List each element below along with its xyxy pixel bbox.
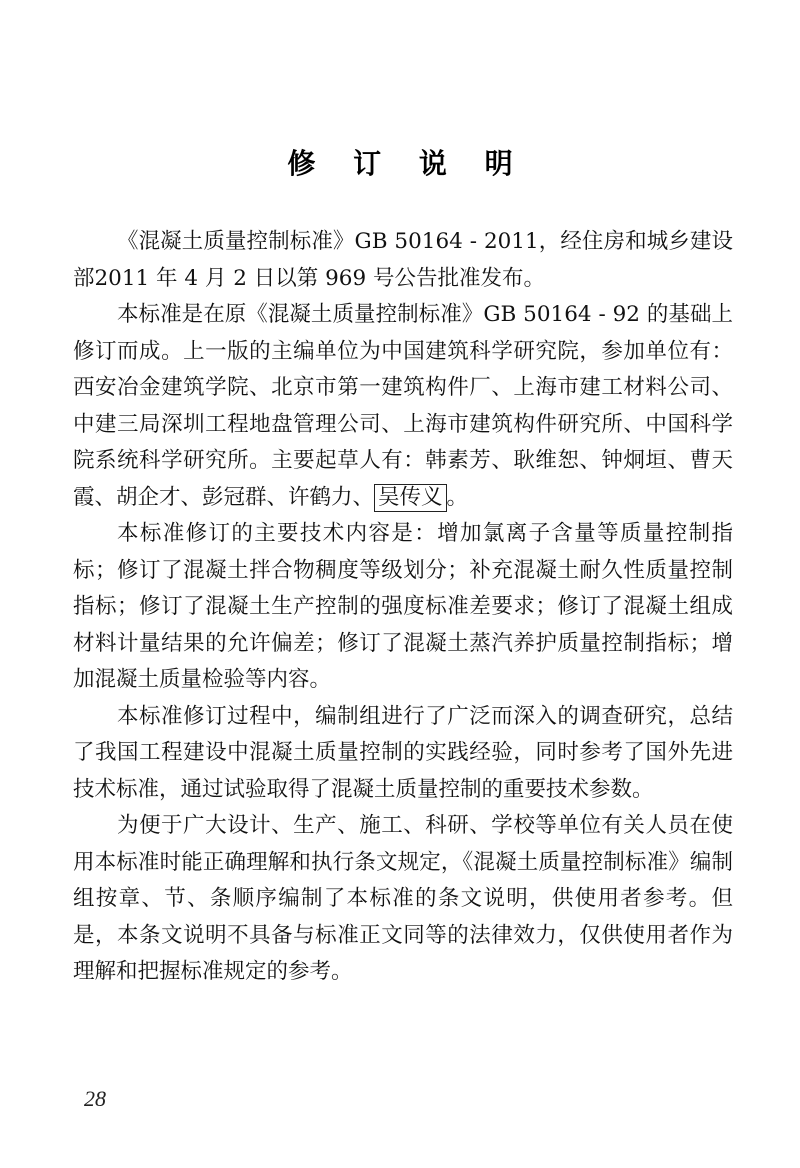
body-text [73,224,733,991]
paragraph-revisions: 本标准修订的主要技术内容是：增加氯离子含量等质量控制指标；修订了混凝土拌合物稠度等级划分；补充混凝土耐久性质量控制指标；修订了混凝土生产控制的强度标准差要求；修订了混凝土组成材料计量结果的允许偏差；修订了混凝土蒸汽养护质量控制指标；增加混凝土质量检验等内容。 [73,521,733,692]
paragraph-process: 本标准修订过程中，编制组进行了广泛而深入的调查研究，总结了我国工程建设中混凝土质量控制的实践经验，同时参考了国外先进技术标准，通过试验取得了混凝土质量控制的重要技术参数。 [73,703,733,802]
paragraph-history-text: 本标准是在原《混凝土质量控制标准》GB 50164 - 92 的基础上修订而成。上一版的主编单位为中国建筑科学研究院，参加单位有：西安冶金建筑学院、北京市第一建筑构件厂、上海市建工材料公司、中建三局深圳工程地盘管理公司、上海市建筑构件研究所、中国科学院系统科学研究所。主要起草人有：韩素芳、耿维恕、钟炯垣、曹天霞、胡企才、彭冠群、许鹤力、 [73,302,733,510]
paragraph-history-end: 。 [446,484,469,510]
boxed-drafter-name: 吴传义 [374,484,447,512]
paragraph-approval: 《混凝土质量控制标准》GB 50164 - 2011，经住房和城乡建设部2011 年 4 月 2 日以第 969 号公告批准发布。 [73,229,733,291]
page-number: 28 [84,1086,106,1111]
paragraph-history [73,297,733,516]
paragraph-explanation: 为便于广大设计、生产、施工、科研、学校等单位有关人员在使用本标准时能正确理解和执行条文规定，《混凝土质量控制标准》编制组按章、节、条顺序编制了本标准的条文说明，供使用者参考。但是，本条文说明不具备与标准正文同等的法律效力，仅供使用者作为理解和把握标准规定的参考。 [73,813,733,984]
page-title: 修 订 说 明 [287,147,527,180]
